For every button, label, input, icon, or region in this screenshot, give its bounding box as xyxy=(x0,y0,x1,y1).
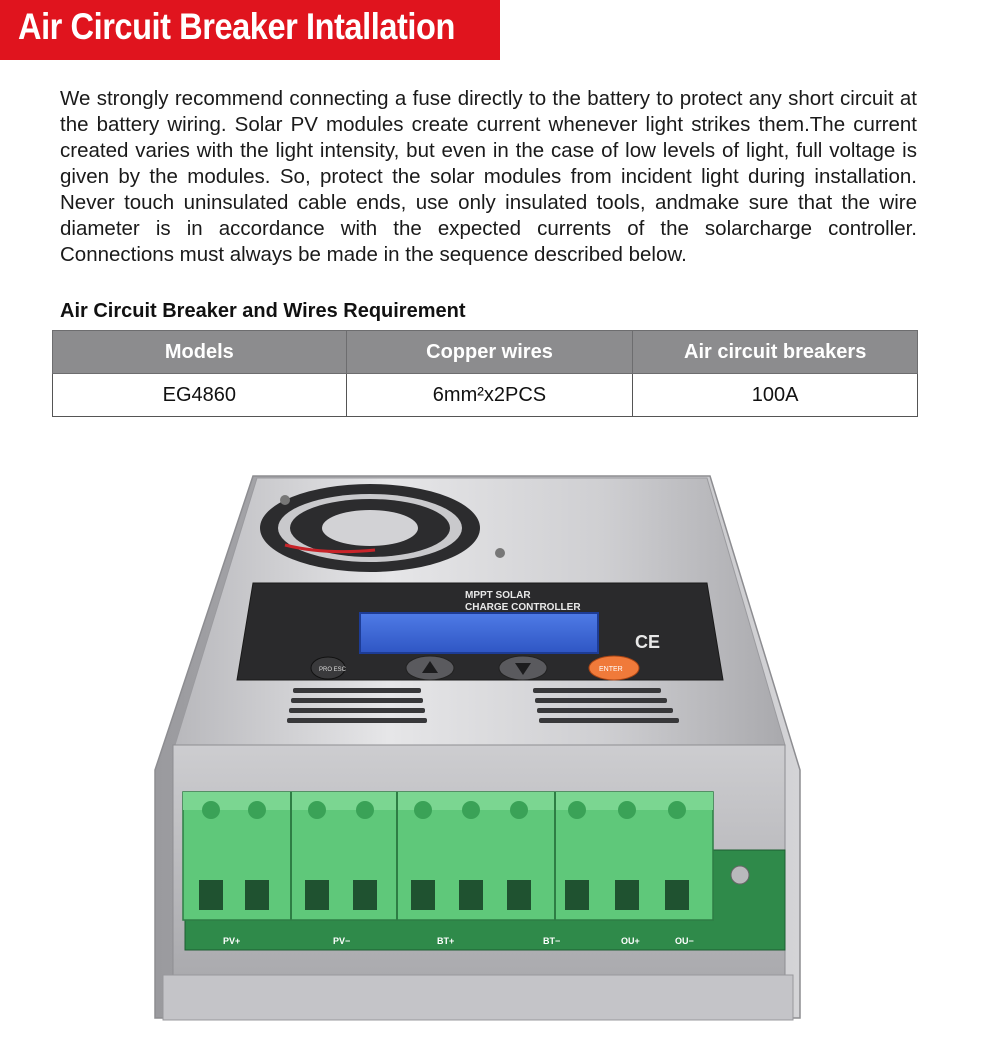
lcd-screen xyxy=(360,613,598,653)
requirements-table xyxy=(52,330,918,417)
cell-model: EG4860 xyxy=(53,374,347,417)
panel-label-line2: CHARGE CONTROLLER xyxy=(465,602,581,613)
title-banner xyxy=(0,0,500,60)
terminal-block xyxy=(183,792,713,920)
terminal-label-ou-minus: OU− xyxy=(675,936,694,946)
cell-copper-wires: 6mm²x2PCS xyxy=(346,374,633,417)
ce-mark: CE xyxy=(635,632,661,652)
table-row xyxy=(53,374,918,417)
column-header-air-circuit-breakers: Air circuit breakers xyxy=(633,331,918,374)
column-header-copper-wires: Copper wires xyxy=(346,331,633,374)
table-header-row xyxy=(53,331,918,374)
requirements-heading: Air Circuit Breaker and Wires Requirement xyxy=(60,300,466,322)
intro-paragraph: We strongly recommend connecting a fuse directly to the battery to protect any short circuit at the battery wiring. Solar PV modules create current whenever light strikes them.The current created varies with the light intensity, but even in the case of low levels of light, full voltage is given by the modules. So, protect the solar modules from incident light during installation. Never touch uninsulated cable ends, use only insulated tools, andmake sure that the wire diameter is in accordance with the expected currents of the solarcharge controller. Connections must always be made in the sequence described below. xyxy=(60,87,917,266)
cell-air-circuit-breakers: 100A xyxy=(633,374,918,417)
panel-label-line1: MPPT SOLAR xyxy=(465,590,531,601)
terminal-label-pv-plus: PV+ xyxy=(223,936,241,946)
terminal-label-pv-minus: PV− xyxy=(333,936,351,946)
terminal-label-bt-minus: BT− xyxy=(543,936,561,946)
enter-label: ENTER xyxy=(599,666,623,673)
terminal-label-bt-plus: BT+ xyxy=(437,936,455,946)
page-title: Air Circuit Breaker Intallation xyxy=(18,6,455,47)
column-header-models: Models xyxy=(53,331,347,374)
terminal-label-ou-plus: OU+ xyxy=(621,936,640,946)
charge-controller-photo xyxy=(145,470,825,1035)
pro-esc-label: PRO ESC xyxy=(319,667,347,673)
